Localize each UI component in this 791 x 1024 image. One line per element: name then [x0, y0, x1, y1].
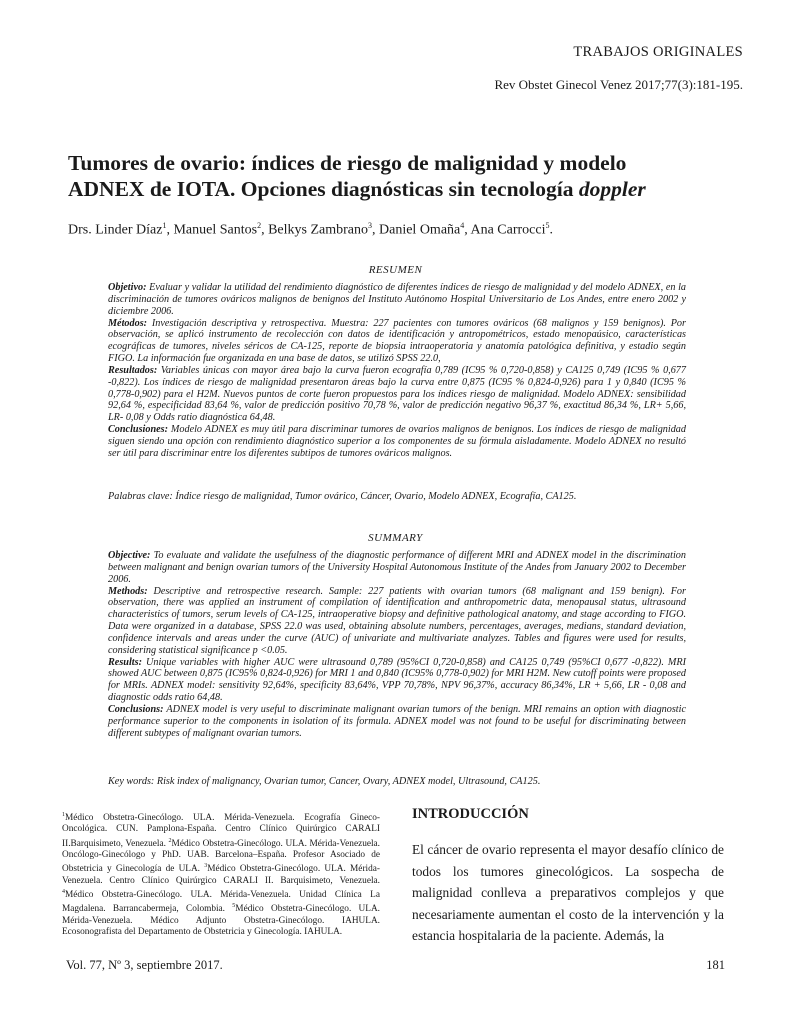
metodos-label: Métodos: [108, 317, 148, 329]
affiliation-text: Médico Obstetra-Ginecólogo. ULA. Mérida-Venezuela. Ecografía Gineco-Oncológica. CUN. Pamplona-España. Centro Clínico Quirúrgico CARALI II.Barquisimeto, Venezuela. [62, 813, 380, 849]
resultados-label: Resultados: [108, 364, 158, 376]
resultados-text: Variables únicas con mayor área bajo la curva fueron ecografía 0,789 (IC95 % 0,720-0,858) y CA125 0,749 (IC95 % 0,677 -0,822). Los índices de riesgo de malignidad presentaron áreas bajo la curva entre 0,875 (IC95 % 0,824-0,926) para 1 y 0,840 (IC95 % 0,778-0,902) para el H2M. Nuevos puntos de corte fueron propuestos para los índices riesgo de malignidad. Modelo ADNEX: sensibilidad 92,64 %, especificidad 83,64 %, valor de predicción positivo 70,78 %, valor de predicción negativo 96,37 %, exactitud 86,34 %, LR+ 5,66, LR- 0,08 y Odds ratio diagnóstica 64,48. [108, 364, 686, 424]
methods-label: Methods: [108, 585, 148, 597]
title-italic-word: doppler [578, 177, 646, 201]
methods-text: Descriptive and retrospective research. Sample: 227 patients with ovarian tumors (68 malignant and 159 benign). For observation, there was applied an instrument of compilation of identification and anthropometric data, menopausal status, ultrasound characteristics of tumors, serum levels of CA-125, intraoperative biopsy and definitive pathological anatomy, and stage according to FIGO. Data were organized in a database, SPSS 22.0 was used, obtaining absolute numbers, percentages, averages, medians, standard deviation, confidence intervals and areas under the curve (AUC) of univariate and multivariate analyzes. Tables and figures were used for results, considering statistical significance p <0.05. [108, 585, 686, 656]
affiliation-text: Médico Obstetra-Ginecólogo. ULA. Mérida-Venezuela. Unidad Clínica La Magdalena. Barrancabermeja, Colombia. [62, 890, 380, 915]
author-name: Drs. Linder Díaz [68, 222, 163, 238]
summary-body [108, 550, 686, 740]
author-affiliation-marker: 4 [460, 221, 465, 230]
author-name: Belkys Zambrano [268, 222, 368, 238]
affiliations-footnote [62, 810, 380, 938]
author-separator: , [464, 222, 471, 238]
conclusions-label: Conclusions: [108, 703, 164, 715]
journal-reference: Rev Obstet Ginecol Venez 2017;77(3):181-195. [494, 77, 743, 92]
conclusiones-label: Conclusiones: [108, 424, 169, 436]
affiliation-text: Médico Obstetra-Ginecólogo. ULA. Mérida-Venezuela. Médico Adjunto Obstetra-Ginecólogo. IAHULA. Ecosonografista del Departamento de Obstetricia y Ginecología. IAHULA. [62, 904, 380, 938]
author-separator: , [372, 222, 379, 238]
author-affiliation-marker: 2 [257, 221, 262, 230]
title-line-2 [68, 176, 738, 202]
affiliation-marker: 5 [232, 903, 236, 910]
page-number: 181 [706, 958, 725, 972]
summary-heading: SUMMARY [368, 532, 423, 544]
results-label: Results: [108, 656, 142, 668]
author-name: Daniel Omaña [379, 222, 461, 238]
resumen-body [108, 282, 686, 460]
affiliation-text: Médico Obstetra-Ginecólogo. ULA. Mérida-Venezuela. Oncólogo-Ginecólogo y PhD. UAB. Barcelona–España. Profesor Asociado de Obstetricia y Ginecología de ULA. [62, 838, 381, 875]
section-label: TRABAJOS ORIGINALES [573, 44, 743, 60]
objective-text: To evaluate and validate the usefulness of the diagnostic performance of different MRI and ADNEX model in the discrimination between malignant and benign ovarian tumors of the University Hospital Autonomous Institute of the Andes from January 2002 to December 2006. [108, 550, 686, 585]
introduccion-body: El cáncer de ovario representa el mayor desafío clínico de todos los tumores ginecológicos. La sospecha de malignidad conlleva a preparativos complejos y que necesariamente aumentan el costo de la intervención y la estancia hospitalaria de la paciente. Además, la [412, 842, 724, 943]
author-name: Ana Carrocci [470, 222, 546, 238]
title-line-2-text: ADNEX de IOTA. Opciones diagnósticas sin tecnología [68, 177, 579, 201]
author-affiliation-marker: 5 [545, 221, 550, 230]
author-affiliation-marker: 1 [162, 221, 167, 230]
metodos-text: Investigación descriptiva y retrospectiva. Muestra: 227 pacientes con tumores ováricos (68 malignos y 159 benignos). Por observación, se aplicó instrumento de recolección con datos de identificación y antropométricos, estado menopaúsico, características ecográficas de tumores, niveles séricos de CA-125, reporte de biopsia intraoperatoria y anatomía patológica definitiva, y estadio según FIGO. La información fue organizada en una base de datos, se utilizó SPSS 22.0, [108, 317, 686, 365]
footer-issue: Vol. 77, Nº 3, septiembre 2017. [66, 958, 223, 972]
author-affiliation-marker: 3 [368, 221, 372, 230]
conclusiones-text: Modelo ADNEX es muy útil para discriminar tumores de ovarios malignos de benignos. Los índices de riesgo de malignidad siguen siendo una opción con rendimiento diagnóstico superior a los componentes de su fórmula aisladamente. Modelo ADNEX no resultó ser útil para discriminar entre los diferentes subtipos de tumores ováricos malignos. [108, 424, 686, 459]
objective-label: Objective: [108, 550, 151, 561]
author-separator: , [166, 222, 174, 238]
palabras-clave: Palabras clave: Índice riesgo de malignidad, Tumor ovárico, Cáncer, Ovario, Modelo ADNEX, Ecografía, CA125. [108, 491, 577, 502]
objetivo-text: Evaluar y validar la utilidad del rendimiento diagnóstico de diferentes índices de riesgo de malignidad y del modelo ADNEX, en la discriminación de tumores ováricos malignos de benignos del Instituto Autónomo Hospital Universitario de Los Andes, entre enero 2002 y diciembre 2006. [108, 282, 686, 317]
introduccion-heading: INTRODUCCIÓN [412, 806, 529, 822]
author-separator: , [261, 222, 269, 238]
author-list [68, 221, 758, 239]
affiliation-text: Médico Obstetra-Ginecólogo. ULA. Mérida-Venezuela. Centro Clínico Quirúrgico CARALI II. Barquisimeto, Venezuela. [62, 864, 380, 886]
article-title [68, 150, 738, 202]
conclusions-text: ADNEX model is very useful to discriminate malignant ovarian tumors of the benign. MRI remains an option with diagnostic performance superior to the components in isolation of its formula. ADNEX model was not found to be useful for discriminating between different subtypes of malignant ovarian tumors. [108, 703, 686, 739]
resumen-heading: RESUMEN [368, 264, 423, 276]
affiliation-marker: 3 [204, 863, 208, 870]
affiliation-marker: 1 [62, 812, 65, 818]
affiliation-marker: 4 [62, 889, 65, 896]
objetivo-label: Objetivo: [108, 282, 147, 293]
title-line-1: Tumores de ovario: índices de riesgo de malignidad y modelo [68, 151, 627, 175]
results-text: Unique variables with higher AUC were ultrasound 0,789 (95%CI 0,720-0,858) and CA125 0,749 (95%CI 0,677 -0,822). MRI showed AUC between 0,875 (IC95% 0,824-0,926) for MRI 1 and 0,840 (IC95% 0,778-0,902) for MRI H2M. New cutoff points were proposed for MRIs. ADNEX model: sensitivity 92,64%, specificity 83,64%, VPP 70,78%, NPV 96,37%, accuracy 86,34%, LR + 5,66, LR - 0,08 and diagnostic odds ratio 64,48. [108, 656, 686, 704]
author-name: Manuel Santos [173, 222, 258, 238]
author-separator: . [549, 222, 554, 238]
affiliation-marker: 2 [168, 837, 172, 844]
key-words: Key words: Risk index of malignancy, Ovarian tumor, Cancer, Ovary, ADNEX model, Ultrasound, CA125. [108, 776, 541, 787]
